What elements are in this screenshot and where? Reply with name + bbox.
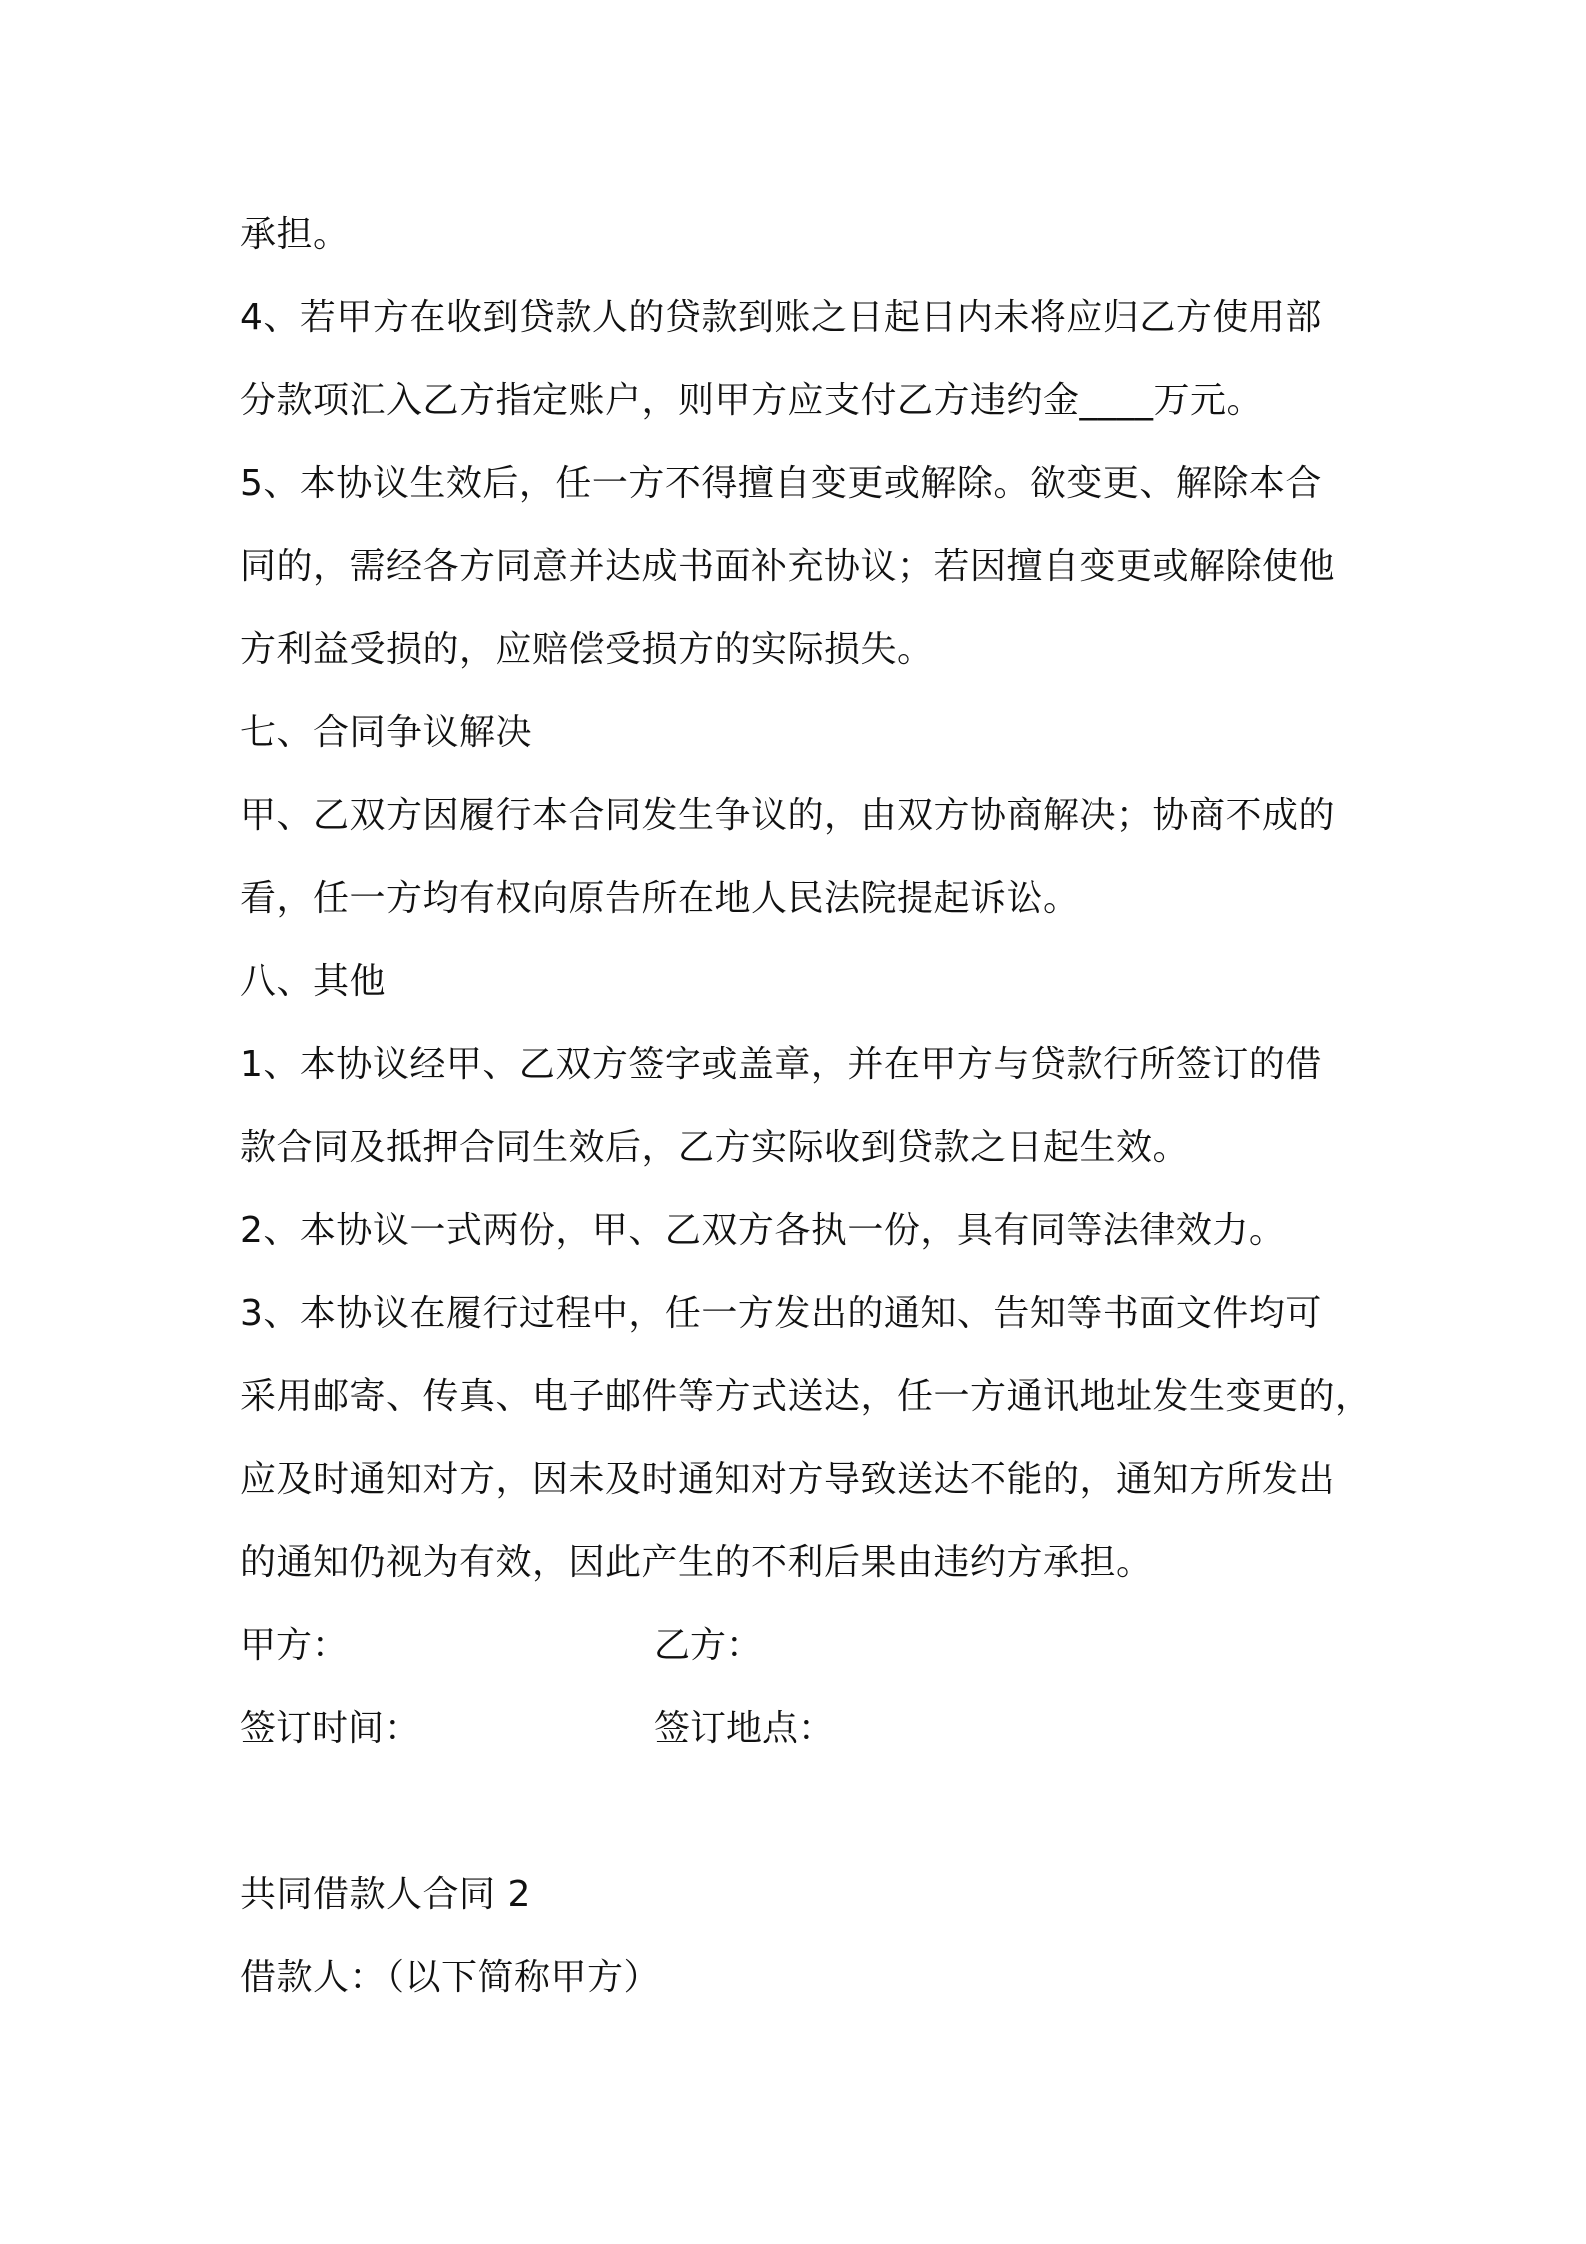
text-line: 2、本协议一式两份，甲、乙双方各执一份，具有同等法律效力。 xyxy=(240,1210,1286,1251)
text-line: 款合同及抵押合同生效后，乙方实际收到贷款之日起生效。 xyxy=(240,1127,1190,1168)
text-line: 3、本协议在履行过程中，任一方发出的通知、告知等书面文件均可 xyxy=(240,1293,1322,1334)
contract-title: 共同借款人合同 2 xyxy=(240,1874,531,1915)
sign-time-label: 签订时间： xyxy=(240,1708,421,1749)
text-line: 4、若甲方在收到贷款人的贷款到账之日起日内未将应归乙方使用部 xyxy=(240,297,1322,338)
document-body xyxy=(240,193,1372,2019)
party-b-label: 乙方： xyxy=(654,1625,763,1666)
text-line: 看，任一方均有权向原告所在地人民法院提起诉讼。 xyxy=(240,878,1080,919)
text-line: 借款人：（以下简称甲方） xyxy=(240,1957,661,1998)
text-line: 采用邮寄、传真、电子邮件等方式送达，任一方通讯地址发生变更的， xyxy=(240,1376,1372,1417)
text-line: 方利益受损的，应赔偿受损方的实际损失。 xyxy=(240,629,934,670)
text-line: 同的，需经各方同意并达成书面补充协议；若因擅自变更或解除使他 xyxy=(240,546,1336,587)
section-heading: 七、合同争议解决 xyxy=(240,712,533,753)
text-line: 应及时通知对方，因未及时通知对方导致送达不能的，通知方所发出 xyxy=(240,1459,1336,1500)
signature-row-details xyxy=(240,1687,1360,1770)
text-line: 承担。 xyxy=(240,214,350,255)
text-line: 的通知仍视为有效，因此产生的不利后果由违约方承担。 xyxy=(240,1542,1153,1583)
signature-row-parties xyxy=(240,1604,1360,1687)
party-a-label: 甲方： xyxy=(240,1625,349,1666)
blank-spacer xyxy=(240,1770,1360,1853)
text-line: 甲、乙双方因履行本合同发生争议的，由双方协商解决；协商不成的 xyxy=(240,795,1336,836)
text-line: 5、本协议生效后，任一方不得擅自变更或解除。欲变更、解除本合 xyxy=(240,463,1322,504)
text-line: 1、本协议经甲、乙双方签字或盖章，并在甲方与贷款行所签订的借 xyxy=(240,1044,1322,1085)
section-heading: 八、其他 xyxy=(240,961,387,1002)
text-line: 分款项汇入乙方指定账户，则甲方应支付乙方违约金____万元。 xyxy=(240,380,1264,421)
sign-place-label: 签订地点： xyxy=(654,1708,835,1749)
